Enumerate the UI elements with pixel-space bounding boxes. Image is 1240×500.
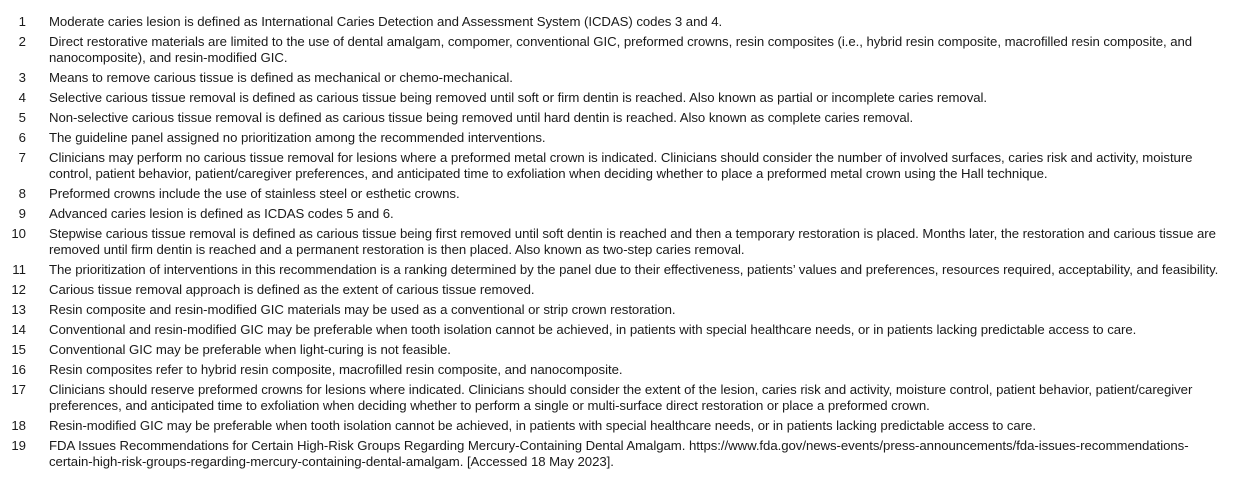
footnote-text: Means to remove carious tissue is defined as mechanical or chemo-mechanical. (49, 70, 513, 85)
footnote-text: Resin composites refer to hybrid resin composite, macrofilled resin composite, and nanocomposite. (49, 362, 623, 377)
footnote-item (0, 226, 1240, 258)
footnote-item (0, 206, 1240, 222)
footnote-number: 18 (11, 418, 26, 433)
footnote-text: Moderate caries lesion is defined as International Caries Detection and Assessment System (ICDAS) codes 3 and 4. (49, 14, 723, 29)
footnote-item (0, 186, 1240, 202)
footnote-number: 16 (11, 362, 26, 377)
footnote-number: 4 (18, 90, 26, 105)
footnote-item (0, 130, 1240, 146)
footnote-text: Advanced caries lesion is defined as ICDAS codes 5 and 6. (49, 206, 394, 221)
footnote-number: 13 (11, 302, 26, 317)
footnote-number: 2 (18, 34, 26, 49)
footnote-number: 9 (18, 206, 26, 221)
footnote-item (0, 362, 1240, 378)
footnote-item (0, 382, 1240, 414)
footnote-number: 10 (11, 226, 26, 241)
footnote-text: Non-selective carious tissue removal is defined as carious tissue being removed until hard dentin is reached. Also known as complete caries removal. (49, 110, 914, 125)
footnote-item (0, 150, 1240, 182)
footnote-number: 8 (18, 186, 26, 201)
footnote-text: Stepwise carious tissue removal is defined as carious tissue being first removed until soft dentin is reached and then a temporary restoration is placed. Months later, the restoration and carious tissue are removed until firm dentin is reached and a permanent restoration is then placed. Also known as two-step caries removal. (49, 226, 1216, 257)
footnote-text: Selective carious tissue removal is defined as carious tissue being removed until soft or firm dentin is reached. Also known as partial or incomplete caries removal. (49, 90, 988, 105)
footnote-text: The guideline panel assigned no prioritization among the recommended interventions. (49, 130, 546, 145)
footnote-number: 1 (18, 14, 26, 29)
footnote-item (0, 322, 1240, 338)
footnote-item (0, 90, 1240, 106)
footnote-text: FDA Issues Recommendations for Certain High-Risk Groups Regarding Mercury-Containing Dental Amalgam. https://www.fda.gov/news-events/press-announcements/fda-issues-recommendations-certain-high-risk-groups-regarding-mercury-containing-dental-amalgam. [Accessed 18 May 2023]. (49, 438, 1189, 469)
footnote-text: The prioritization of interventions in this recommendation is a ranking determined by the panel due to their effectiveness, patients’ values and preferences, resources required, acceptability, and feasibility. (49, 262, 1219, 277)
footnote-number: 11 (12, 262, 26, 277)
footnote-item (0, 70, 1240, 86)
footnote-number: 6 (18, 130, 26, 145)
footnote-number: 15 (11, 342, 26, 357)
footnote-text: Clinicians may perform no carious tissue removal for lesions where a preformed metal crown is indicated. Clinicians should consider the number of involved surfaces, caries risk and activity, moisture control, patient behavior, patient/caregiver preferences, and anticipated time to exfoliation when deciding whether to place a preformed metal crown using the Hall technique. (49, 150, 1193, 181)
footnote-item (0, 302, 1240, 318)
footnote-text: Conventional and resin-modified GIC may be preferable when tooth isolation cannot be achieved, in patients with special healthcare needs, or in patients lacking predictable access to care. (49, 322, 1137, 337)
footnote-text: Conventional GIC may be preferable when light-curing is not feasible. (49, 342, 451, 357)
footnote-text: Resin composite and resin-modified GIC materials may be used as a conventional or strip crown restoration. (49, 302, 676, 317)
footnote-item (0, 438, 1240, 470)
footnote-item (0, 418, 1240, 434)
footnote-number: 3 (18, 70, 26, 85)
footnote-text: Carious tissue removal approach is defined as the extent of carious tissue removed. (49, 282, 535, 297)
footnote-item (0, 282, 1240, 298)
footnote-text: Direct restorative materials are limited to the use of dental amalgam, compomer, conventional GIC, preformed crowns, resin composites (i.e., hybrid resin composite, macrofilled resin composite, and nanocomposite), and resin-modified GIC. (49, 34, 1193, 65)
footnote-number: 19 (11, 438, 26, 453)
footnote-item (0, 342, 1240, 358)
footnote-number: 5 (18, 110, 26, 125)
footnote-text: Preformed crowns include the use of stainless steel or esthetic crowns. (49, 186, 460, 201)
footnote-text: Clinicians should reserve preformed crowns for lesions where indicated. Clinicians should consider the extent of the lesion, caries risk and activity, moisture control, patient behavior, patient/caregiver preferences, and anticipated time to exfoliation when deciding whether to perform a single or multi-surface direct restoration or place a preformed crown. (49, 382, 1193, 413)
footnote-text: Resin-modified GIC may be preferable when tooth isolation cannot be achieved, in patients with special healthcare needs, or in patients lacking predictable access to care. (49, 418, 1036, 433)
footnote-item (0, 262, 1240, 278)
footnote-number: 12 (11, 282, 26, 297)
footnote-number: 14 (11, 322, 26, 337)
footnote-item (0, 34, 1240, 66)
footnote-item (0, 14, 1240, 30)
footnote-list (0, 14, 1240, 474)
footnote-number: 7 (18, 150, 26, 165)
footnote-item (0, 110, 1240, 126)
footnote-number: 17 (11, 382, 26, 397)
